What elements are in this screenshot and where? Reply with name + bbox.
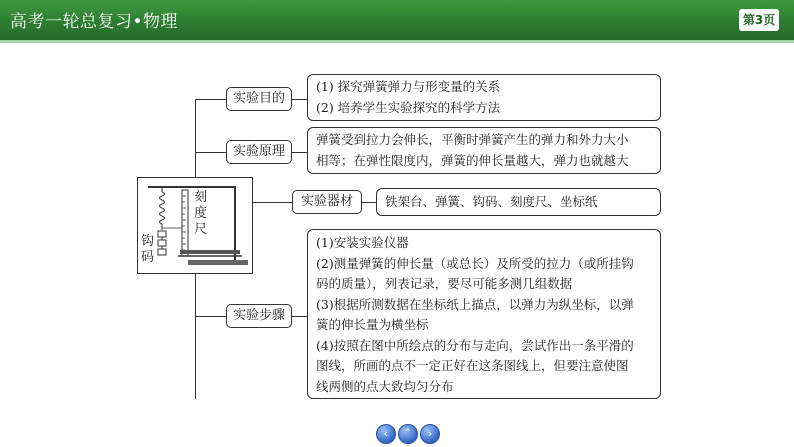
- link-equipment: [362, 202, 376, 203]
- label-equipment: 实验器材: [292, 190, 362, 214]
- chevron-right-icon: ›: [427, 427, 433, 440]
- ruler-label: 刻 度 尺: [194, 190, 208, 237]
- chevron-left-icon: ‹: [383, 427, 389, 440]
- link-principle: [292, 152, 307, 153]
- next-page-button[interactable]: [420, 424, 440, 444]
- connector-steps: [195, 316, 226, 317]
- content-equipment: 铁架台、弹簧、钩码、刻度尺、坐标纸: [376, 188, 661, 216]
- course-title: 高考一轮总复习•物理: [10, 12, 179, 32]
- header-bar: [0, 0, 794, 43]
- weight-label: 钩 码: [141, 234, 155, 265]
- connector-equipment: [252, 202, 292, 203]
- label-principle: 实验原理: [226, 140, 292, 164]
- connector-principle: [195, 152, 226, 153]
- spring-apparatus-figure: [137, 177, 253, 274]
- link-purpose: [292, 99, 307, 100]
- page-number-badge: 第3页: [739, 9, 779, 31]
- content-steps: (1)安装实验仪器 (2)测量弹簧的伸长量（或总长）及所受的拉力（或所挂钩 码的质量），列表记录，要尽可能多测几组数据 (3)根据所测数据在坐标纸上描点，以弹力为纵坐标，以弹 簧的伸长量为横坐标 (4)按照在图中所绘点的分布与走向，尝试作出一条平滑的 图线，所画的点不一定正好在这条图线上，但要注意使图 线两侧的点大致均匀分布: [307, 229, 661, 399]
- link-steps: [292, 316, 307, 317]
- connector-purpose: [195, 99, 226, 100]
- chevron-up-icon: ˄: [405, 427, 411, 440]
- content-principle: 弹簧受到拉力会伸长，平衡时弹簧产生的弹力和外力大小 相等；在弹性限度内，弹簧的伸长量越大，弹力也就越大: [307, 127, 661, 174]
- content-purpose: (1) 探究弹簧弹力与形变量的关系 (2) 培养学生实验探究的科学方法: [307, 74, 661, 121]
- label-steps: 实验步骤: [226, 304, 292, 328]
- prev-page-button[interactable]: [376, 424, 396, 444]
- home-up-button[interactable]: [398, 424, 418, 444]
- label-purpose: 实验目的: [226, 87, 292, 111]
